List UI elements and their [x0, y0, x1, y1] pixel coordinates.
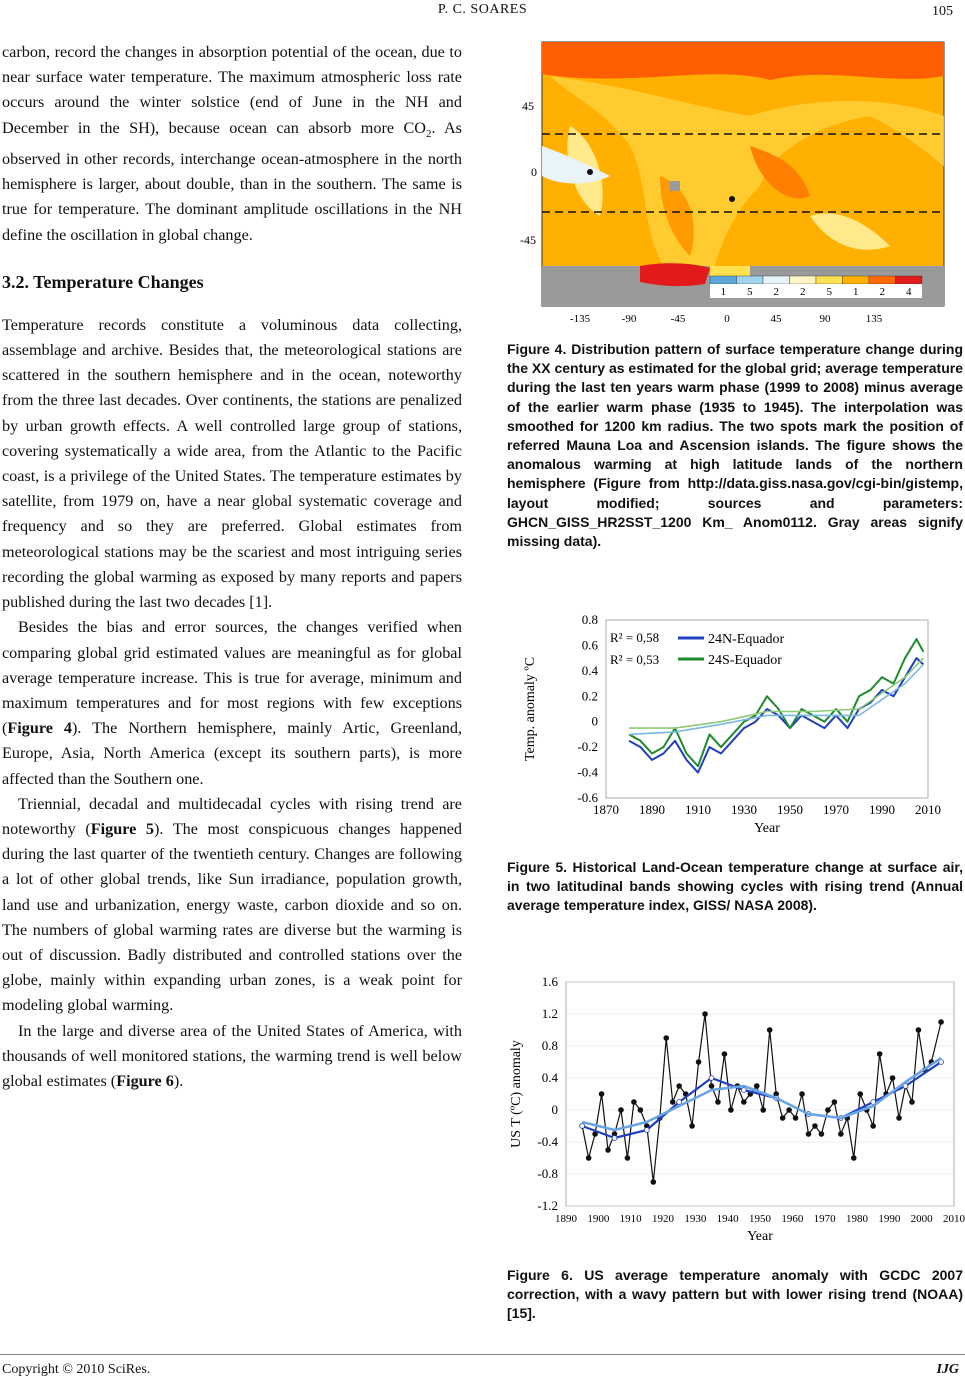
lon-label: 90 — [819, 313, 831, 325]
data-point — [890, 1076, 895, 1081]
paragraph-2: Temperature records constitute a voluminous data collecting, assemblage and archive. Besides that, the meteorological stations are scattered in the southern hemisphere and in the ocean, noteworthy from the three last decades. Over continents, the stations are penalized by urban growth effects. A well controlled large group of stations, covering systematically a wide area, from the Atlantic to the Pacific coast, is a privilege of the United States. The temperature estimates by satellite, from 1979 on, have a near global systematic coverage and frequency and so they are preferred. Global estimates from meteorological stations may be the scariest and most intriguing series recording the global warming as exposed by many reports and papers published during the last two decades [1]. — [2, 315, 462, 612]
data-point — [939, 1020, 944, 1025]
legend-swatch — [710, 276, 737, 284]
data-point — [826, 1108, 831, 1113]
figure-5-reference[interactable]: Figure 5 — [90, 819, 154, 838]
legend-swatch — [843, 276, 870, 284]
data-point — [677, 1084, 682, 1089]
x-axis-label: Year — [754, 821, 780, 836]
y-tick-label: -0.4 — [537, 1134, 558, 1149]
legend-value: 2 — [800, 286, 806, 298]
y-tick-label: 0.6 — [581, 637, 598, 653]
data-point — [651, 1180, 656, 1185]
legend-value: 5 — [747, 286, 753, 298]
lon-label: -135 — [569, 313, 591, 325]
data-point — [819, 1132, 824, 1137]
legend-value: 5 — [826, 286, 832, 298]
y-tick-label: 0.8 — [581, 612, 598, 627]
x-tick-label: 1950 — [749, 1213, 771, 1225]
x-tick-label: 2000 — [910, 1213, 933, 1225]
data-point — [625, 1156, 630, 1161]
running-header-author: P. C. SOARES — [437, 2, 528, 17]
y-tick-label: 0.4 — [581, 662, 598, 678]
lon-axis — [570, 313, 883, 325]
data-point — [910, 1100, 915, 1105]
data-point — [832, 1100, 837, 1105]
x-tick-label: 1950 — [777, 802, 803, 817]
data-point — [722, 1052, 727, 1057]
legend-swatch — [737, 276, 764, 284]
data-point — [709, 1076, 714, 1081]
paragraph-4: Triennial, decadal and multidecadal cycles with rising trend are noteworthy (Figure 5). The most conspicuous changes happened during the last quarter of the twentieth century. Changes are following a lot of other global trends, like Sun irradiance, population growth, land use and urbanization, energy waste, carbon dioxide and so on. The numbers of global warming rates are diverse but the warming is out of discussion. Badly distributed and controlled stations over the globe, mainly within expanding urban zones, is a weak point for modeling global warming. — [2, 794, 463, 1015]
x-tick-label: 1920 — [652, 1213, 674, 1225]
data-point — [793, 1116, 798, 1121]
data-point — [838, 1132, 843, 1137]
x-tick-label: 1990 — [878, 1213, 901, 1225]
paragraph-1: carbon, record the changes in absorption potential of the ocean, due to near surface water temperature. The maximum atmospheric loss rate occurs around the winter solstice (end of June in the NH and December in the SH), because ocean can absorb more $CO_2$. As observed in other records, interchange ocean-atmosphere in the north hemisphere is larger, about double, than in the southern. The same is true for temperature. The dominant amplitude oscillations in the NH define the oscillation in global change. — [2, 43, 462, 244]
x-tick-label: 1930 — [684, 1213, 707, 1225]
x-tick-label: 1910 — [619, 1213, 642, 1225]
data-point — [716, 1100, 721, 1105]
data-point — [729, 1108, 734, 1113]
y-tick-label: 0 — [591, 713, 598, 729]
figure-4-reference[interactable]: Figure 4 — [7, 719, 73, 738]
lon-label: -90 — [621, 313, 637, 325]
x-tick-label: 1890 — [555, 1213, 577, 1225]
x-tick-label: 1990 — [869, 802, 895, 817]
lon-label: 135 — [865, 313, 883, 325]
data-point — [897, 1116, 902, 1121]
x-tick-label: 1970 — [813, 1213, 836, 1225]
data-point — [612, 1136, 617, 1141]
legend-swatch — [790, 276, 817, 284]
data-point — [813, 1124, 818, 1129]
x-tick-label: 1970 — [823, 802, 849, 817]
data-point — [754, 1084, 759, 1089]
y-tick-label: -0.4 — [577, 764, 598, 780]
lon-label: -45 — [670, 313, 686, 325]
figure-5-caption: Figure 5. Historical Land-Ocean temperature change at surface air, in two latitudinal bands showing cycles with rising trend (Annual average temperature index, GISS/ NASA 2008). — [507, 859, 963, 914]
data-point — [780, 1116, 785, 1121]
data-point — [599, 1092, 604, 1097]
x-tick-label: 1910 — [685, 802, 711, 817]
data-point — [767, 1028, 772, 1033]
data-point — [851, 1156, 856, 1161]
r2-label-1: R² = 0,58 — [610, 630, 660, 645]
legend-value: 2 — [773, 286, 779, 298]
data-point — [877, 1052, 882, 1057]
data-point — [606, 1148, 611, 1153]
y-tick-label: 1.2 — [541, 1006, 558, 1021]
data-point — [741, 1088, 746, 1093]
data-point — [586, 1156, 591, 1161]
x-axis-label: Year — [747, 1229, 773, 1244]
x-tick-label: 1870 — [593, 802, 619, 817]
data-point — [703, 1012, 708, 1017]
y-axis-label: Temp. anomaly ºC — [523, 656, 538, 762]
figure-4-caption: Figure 4. Distribution pattern of surface temperature change during the XX century as estimated for the global grid; average temperature during the last ten years warm phase (1999 to 2008) minus average of the earlier warm phase (1935 to 1945). The interpolation was smoothed for 1200 km radius. The two spots mark the position of referred Mauna Loa and Ascension islands. The figure shows the anomalous warming at high latitude lands of the northern hemisphere (Figure from http://data.giss.nasa.gov/cgi-bin/gistemp, layout modified; sources and parameters: GHCN_GISS_HR2SST_1200 Km_ Anom0112. Gray areas signify missing data). — [507, 341, 963, 550]
x-tick-label: 2010 — [915, 802, 941, 817]
figure-6-reference[interactable]: Figure 6 — [116, 1071, 174, 1090]
page-number: 105 — [932, 4, 953, 19]
data-point — [741, 1100, 746, 1105]
x-tick-label: 1890 — [639, 802, 665, 817]
y-axis-label: US T (ºC) anomaly — [509, 1040, 524, 1148]
y-tick-label: -0.8 — [537, 1166, 558, 1181]
data-point — [709, 1084, 714, 1089]
lat-label-minus-45: -45 — [520, 233, 536, 247]
data-point — [871, 1124, 876, 1129]
data-point — [664, 1036, 669, 1041]
figure-5-chart — [510, 608, 955, 848]
legend-value: 2 — [879, 286, 885, 298]
lat-label-0: 0 — [531, 165, 537, 179]
data-point — [644, 1128, 649, 1133]
legend-value: 4 — [906, 286, 912, 298]
x-tick-label: 1980 — [846, 1213, 868, 1225]
data-point — [632, 1100, 637, 1105]
paragraph-5: In the large and diverse area of the United States of America, with thousands of well monitored stations, the warming trend is well below global estimates (Figure 6). — [2, 1021, 462, 1090]
footer-journal: IJG — [936, 1362, 959, 1377]
x-tick-label: 2010 — [943, 1213, 965, 1225]
y-tick-label: -0.6 — [577, 790, 598, 805]
legend-label-bg — [710, 284, 922, 298]
paragraph-3: Besides the bias and error sources, the changes verified when comparing global grid estimated values are meaningful as for global average temperature increase. This is true for average, minimum and maximum temperatures and for most regions with few exceptions (Figure 4). The Northern hemisphere, mainly Artic, Greenland, Europe, Asia, North America (except its southern parts), is more affected than the Southern one. — [2, 618, 463, 788]
data-point — [806, 1132, 811, 1137]
lon-label: 0 — [724, 313, 730, 325]
y-tick-label: 0.8 — [541, 1038, 558, 1053]
y-tick-label: -1.2 — [537, 1198, 558, 1213]
data-point — [787, 1108, 792, 1113]
data-point — [761, 1108, 766, 1113]
data-point — [696, 1060, 701, 1065]
data-point — [580, 1124, 585, 1129]
y-tick-label: 1.6 — [541, 974, 558, 989]
legend-swatch — [763, 276, 790, 284]
legend-swatch — [816, 276, 843, 284]
legend-swatch — [896, 276, 923, 284]
y-tick-label: 0.2 — [581, 688, 598, 704]
r2-label-2: R² = 0,53 — [610, 652, 660, 667]
section-title: 3.2. Temperature Changes — [2, 271, 204, 292]
figure-6-caption: Figure 6. US average temperature anomaly with GCDC 2007 correction, with a wavy pattern but with lower rising trend (NOAA) [15]. — [507, 1267, 963, 1322]
lat-label-45: 45 — [522, 99, 534, 113]
legend-label-24n: 24N-Equador — [708, 632, 785, 647]
x-tick-label: 1930 — [731, 802, 757, 817]
data-point — [916, 1028, 921, 1033]
y-tick-label: -0.2 — [577, 739, 598, 755]
footer-rule — [0, 1354, 965, 1355]
y-tick-label: 0.4 — [541, 1070, 558, 1085]
data-point — [858, 1092, 863, 1097]
y-tick-label: 0 — [551, 1102, 558, 1117]
data-point — [800, 1092, 805, 1097]
data-point — [670, 1100, 675, 1105]
x-tick-label: 1960 — [781, 1213, 804, 1225]
x-tick-label: 1940 — [716, 1213, 739, 1225]
figure-6-chart — [506, 968, 965, 1258]
map-legend — [710, 276, 922, 298]
x-tick-label: 1900 — [587, 1213, 610, 1225]
left-column — [2, 40, 462, 1094]
figure-4-map — [510, 36, 955, 330]
legend-value: 1 — [853, 286, 859, 298]
data-point — [638, 1108, 643, 1113]
data-point — [690, 1124, 695, 1129]
legend-value: 1 — [720, 286, 726, 298]
legend-swatch — [869, 276, 896, 284]
lon-label: 45 — [770, 313, 782, 325]
data-point — [677, 1100, 682, 1105]
footer-copyright: Copyright © 2010 SciRes. — [2, 1362, 151, 1377]
data-point — [619, 1108, 624, 1113]
legend-label-24s: 24S-Equador — [708, 653, 782, 668]
